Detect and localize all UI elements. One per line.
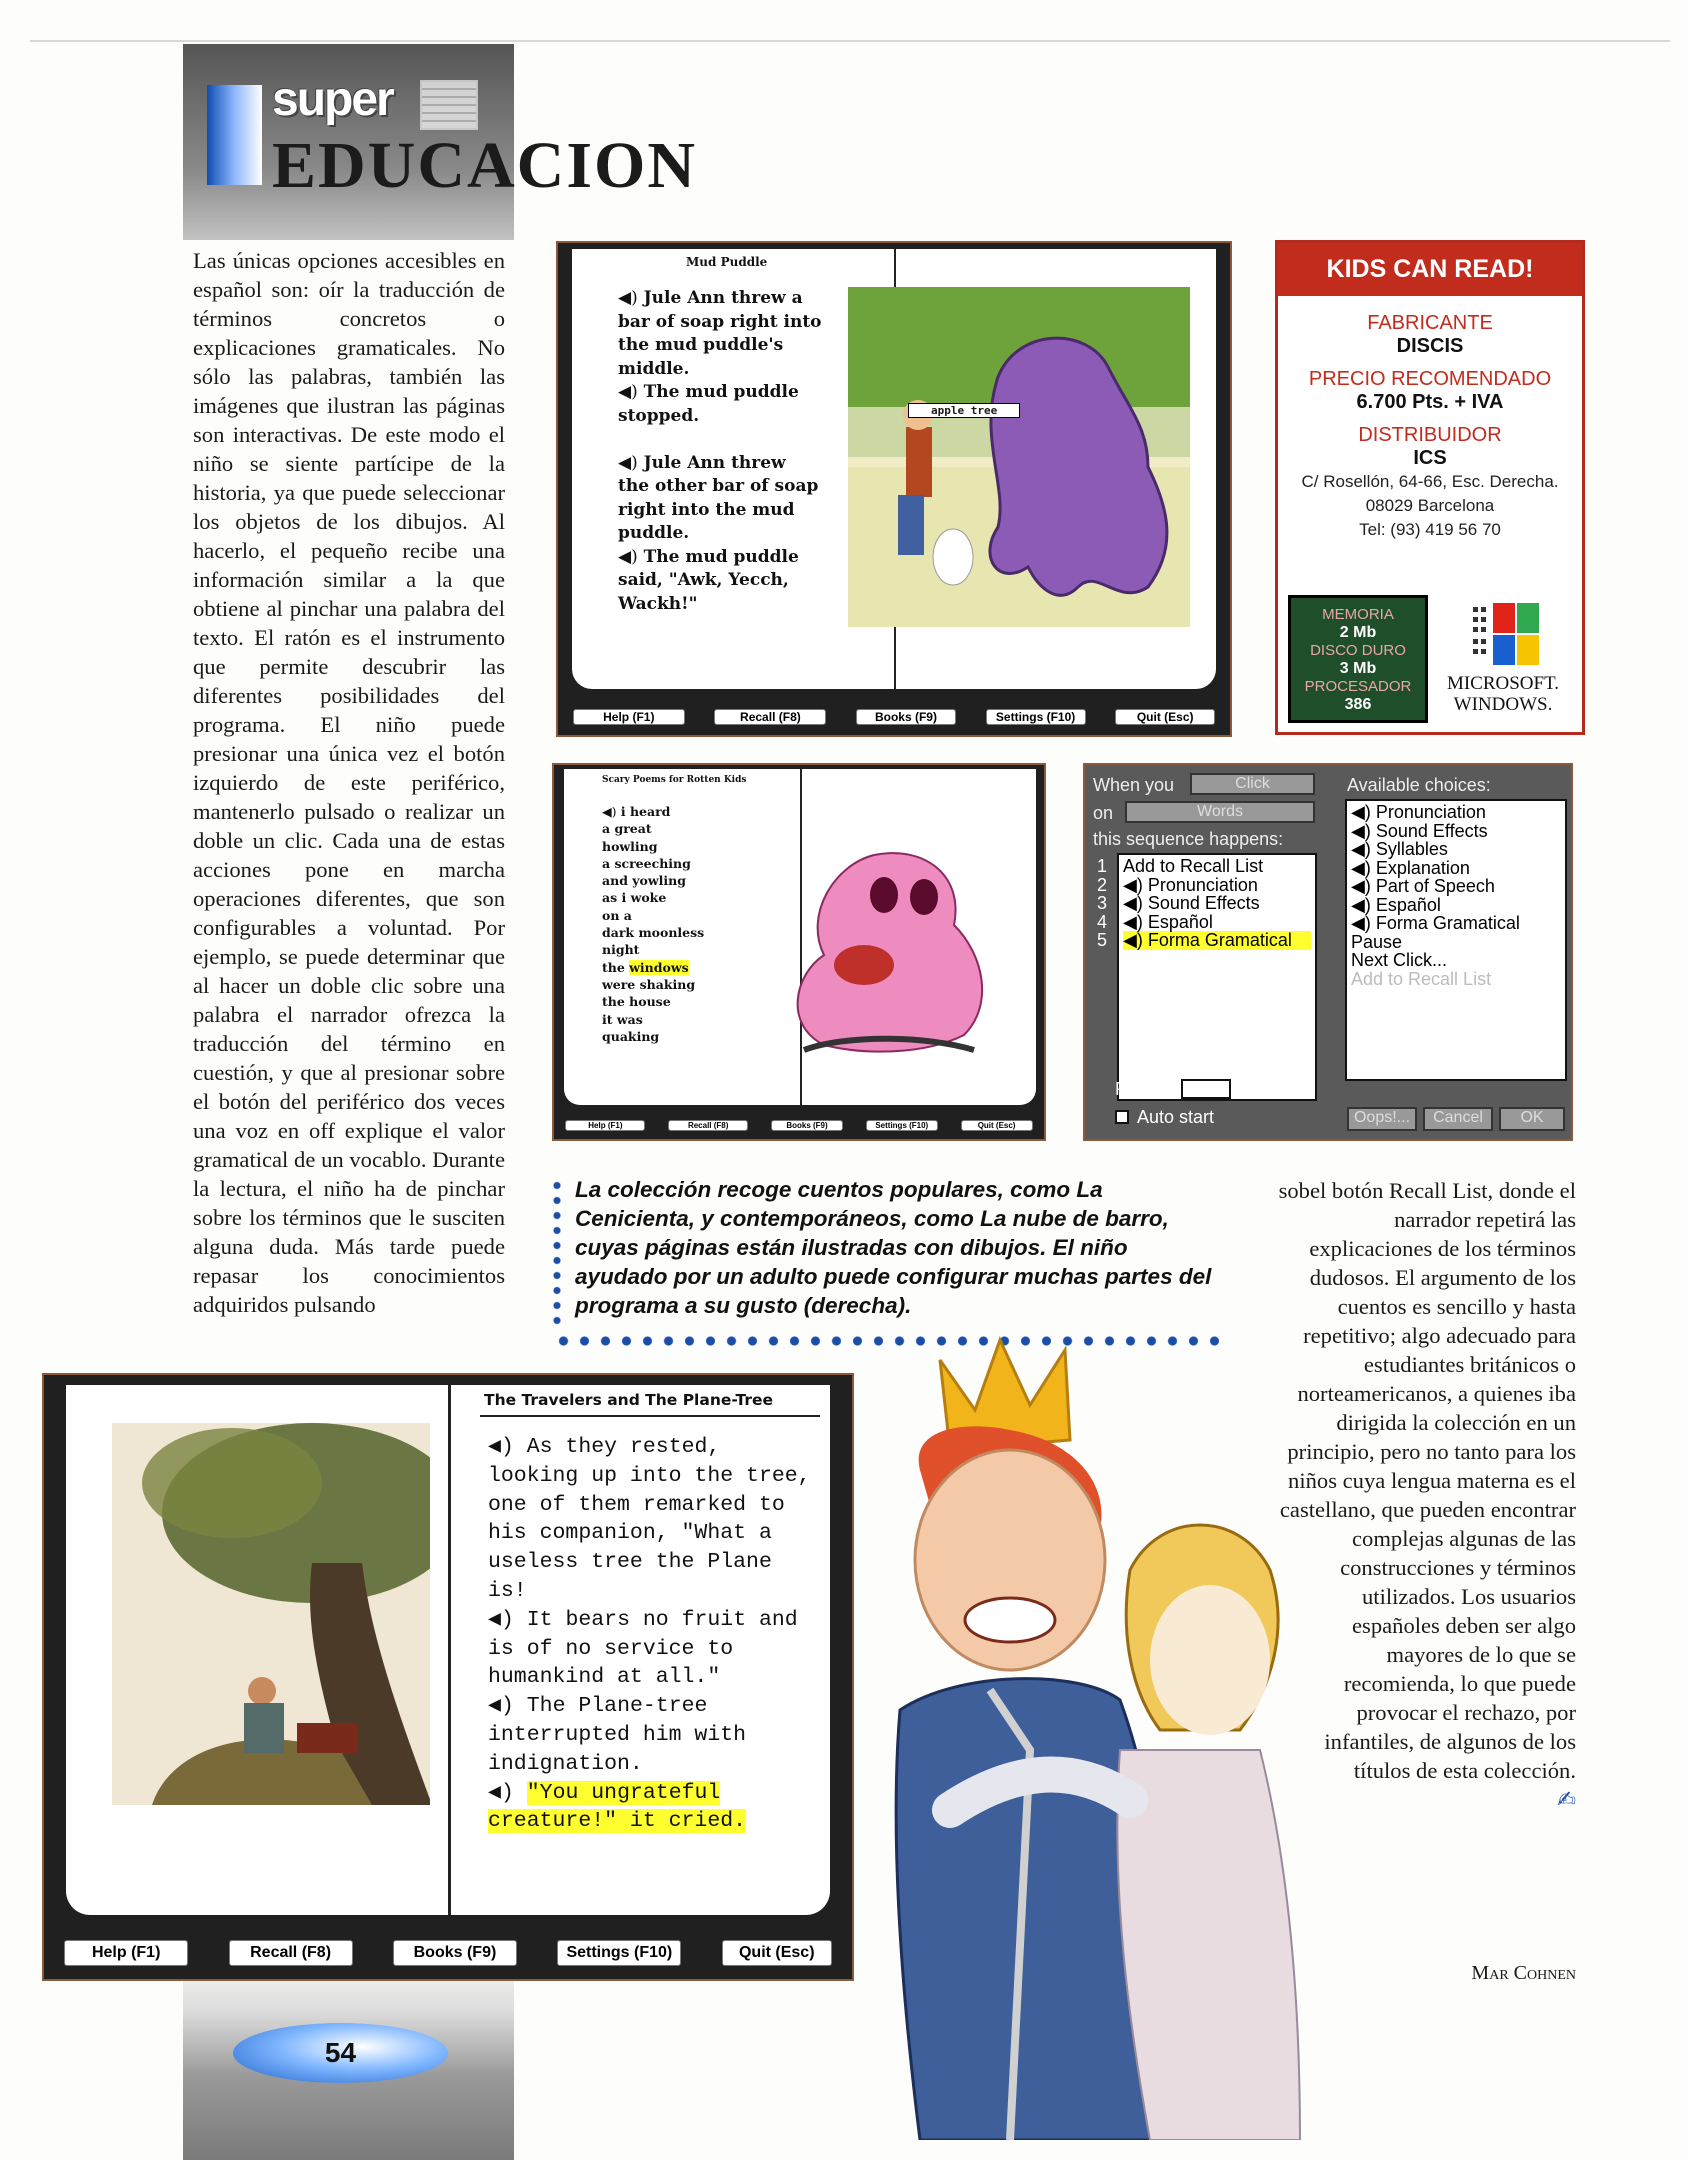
logo-super: super	[272, 73, 393, 126]
top-rule	[30, 40, 1670, 42]
choice-item[interactable]: ◀) Forma Gramatical	[1351, 913, 1520, 933]
sequence-list[interactable]	[1117, 853, 1317, 1101]
phone: Tel: (93) 419 56 70	[1359, 520, 1501, 539]
text-line: it was	[602, 1011, 643, 1027]
text-line: and yowling	[602, 873, 686, 889]
speaker-icon: ◀)	[1351, 857, 1371, 878]
product-title: KIDS CAN READ!	[1278, 243, 1582, 296]
quit-button[interactable]: Quit (Esc)	[722, 1940, 832, 1966]
screenshot-mud-puddle	[556, 241, 1232, 737]
price-label: PRECIO RECOMENDADO	[1308, 368, 1552, 390]
author-byline: Mar Cohnen	[1471, 1962, 1576, 1984]
left-column	[193, 246, 505, 1319]
text-line: ◀) The mud puddle	[618, 382, 799, 402]
prince-princess-illustration	[880, 1330, 1320, 2140]
text-line: one of them remarked to	[488, 1492, 785, 1517]
section-title: EDUCACION	[272, 129, 698, 202]
story-text	[488, 1433, 828, 1836]
when-you-label: When you	[1093, 775, 1175, 795]
os-line-2: WINDOWS.	[1453, 694, 1553, 715]
right-column-text: sobel botón Recall List, donde el narrador repetirá las explicaciones de los términos dudosos. El argumento de los cuentos es sencillo y hasta repetitivo; algo adecuado para estudiantes británicos o norteamericanos, a quienes iba dirigida la colección en un principio, pero no tanto para los niños cuya lengua materna es el castellano, que pueden encontrar complejas algunas de las construcciones y términos utilizados. Los usuarios españoles deben ser algo mayores de lo que se recomienda, lo que puede provocar el rechazo, por infantiles, de algunos de los títulos de esta colección.	[1278, 1178, 1576, 1783]
choice-item[interactable]: ◀) Sound Effects	[1351, 820, 1488, 841]
logo-bar	[207, 85, 262, 185]
product-info-box	[1275, 240, 1585, 735]
text-line: ◀) Jule Ann threw a	[618, 288, 803, 308]
choice-item[interactable]: ◀) Español	[1351, 894, 1441, 915]
text-line-highlight[interactable]: ◀) "You ungrateful	[488, 1780, 721, 1805]
page-title: Scary Poems for Rotten Kids	[602, 775, 747, 785]
page-number: 54	[233, 2023, 448, 2083]
books-button[interactable]: Books (F9)	[393, 1940, 517, 1966]
mud-puddle-illustration[interactable]	[848, 287, 1190, 627]
speaker-icon: ◀)	[602, 804, 617, 819]
windows-logo-panel	[1433, 595, 1573, 723]
sequence-label: this sequence happens:	[1093, 829, 1284, 849]
text-line: bar of soap right into	[618, 311, 822, 332]
story-text	[618, 287, 843, 616]
page-title: Mud Puddle	[686, 255, 768, 269]
photo-caption: La colección recoge cuentos populares, como La Cenicienta, y contemporáneos, como La nube de barro, cuyas páginas están ilustradas con dibujos. El niño ayudado por un adulto puede configurar muchas partes del programa a su gusto (derecha).	[575, 1177, 1212, 1318]
price-value: 6.700 Pts. + IVA	[1356, 391, 1504, 413]
text-line: interrupted him with	[488, 1722, 747, 1747]
text-line: night	[602, 942, 640, 958]
text-line	[618, 428, 843, 452]
choice-item[interactable]: ◀) Syllables	[1351, 839, 1448, 859]
os-line-1: MICROSOFT.	[1446, 673, 1560, 694]
text-line: were shaking	[602, 976, 696, 992]
speaker-icon: ◀)	[488, 1780, 514, 1805]
speaker-icon: ◀)	[1123, 893, 1143, 913]
books-button[interactable]: Books (F9)	[771, 1120, 843, 1131]
end-mark-icon: ✍	[1557, 1787, 1576, 1813]
book-spine	[448, 1385, 451, 1915]
text-line: the house	[602, 994, 671, 1010]
computer-icon	[420, 80, 478, 130]
speaker-icon: ◀)	[1123, 911, 1143, 932]
screenshot-scary-poems	[552, 763, 1046, 1141]
help-button[interactable]: Help (F1)	[565, 1120, 645, 1131]
auto-start-label: Auto start	[1137, 1107, 1215, 1127]
text-line: dark moonless	[602, 925, 705, 941]
speaker-icon: ◀)	[488, 1694, 514, 1719]
choices-list[interactable]	[1345, 799, 1567, 1081]
oops-button[interactable]: Oops!...	[1347, 1107, 1417, 1131]
object-tag[interactable]: apple tree	[908, 403, 1020, 418]
speaker-icon: ◀)	[618, 546, 638, 567]
speaker-icon: ◀)	[1351, 802, 1371, 822]
quit-button[interactable]: Quit (Esc)	[1115, 709, 1215, 725]
available-label: Available choices:	[1347, 775, 1491, 795]
text-line: is!	[488, 1578, 527, 1603]
speaker-icon: ◀)	[618, 382, 638, 402]
pause-stepper[interactable]	[1181, 1079, 1231, 1099]
ghost-illustration[interactable]	[764, 805, 1004, 1055]
speaker-icon: ◀)	[618, 288, 638, 308]
memory-value: 2 Mb	[1339, 624, 1377, 641]
address-city: 08029 Barcelona	[1365, 496, 1495, 515]
distributor-label: DISTRIBUIDOR	[1358, 424, 1502, 446]
text-line: right into the mud	[618, 499, 795, 520]
text-line: ◀) Jule Ann threw	[618, 452, 786, 473]
auto-start-checkbox[interactable]	[1115, 1110, 1129, 1124]
text-line: Wackh!"	[618, 593, 698, 614]
text-line: useless tree the Plane	[488, 1550, 772, 1575]
text-line: his companion, "What a	[488, 1521, 772, 1546]
click-select[interactable]: Click	[1190, 773, 1315, 795]
text-line: the other bar of soap	[618, 476, 819, 496]
speaker-icon: ◀)	[488, 1435, 514, 1459]
distributor-value: ICS	[1413, 447, 1447, 469]
choice-item[interactable]: ◀) Part of Speech	[1351, 876, 1495, 896]
sequence-numbers: 1 2 3 4 5	[1097, 856, 1108, 950]
speaker-icon: ◀)	[488, 1607, 514, 1632]
text-line: a screeching	[602, 855, 691, 871]
text-line: stopped.	[618, 405, 700, 426]
speaker-icon: ◀)	[1351, 839, 1371, 859]
choice-item[interactable]: ◀) Pronunciation	[1351, 802, 1486, 822]
page-title: The Travelers and The Plane-Tree	[484, 1391, 774, 1409]
screenshot-plane-tree	[42, 1373, 854, 1981]
settings-button[interactable]: Settings (F10)	[986, 709, 1086, 725]
choice-item-disabled: Add to Recall List	[1351, 968, 1492, 989]
maker-label: FABRICANTE	[1367, 312, 1493, 334]
text-line: the mud puddle's	[618, 335, 784, 355]
speaker-icon: ◀)	[1351, 876, 1371, 896]
ok-button[interactable]: OK	[1499, 1107, 1565, 1131]
recall-button[interactable]: Recall (F8)	[668, 1120, 748, 1131]
disk-label: DISCO DURO	[1310, 642, 1406, 659]
windows-flag-icon	[1471, 601, 1541, 669]
text-line: on a	[602, 907, 632, 923]
os-text	[1433, 673, 1573, 715]
quit-button[interactable]: Quit (Esc)	[961, 1120, 1033, 1131]
speaker-icon: ◀)	[618, 452, 638, 473]
text-line: as i woke	[602, 890, 667, 906]
text-line: a great	[602, 821, 652, 837]
maker-value: DISCIS	[1396, 335, 1464, 357]
speaker-icon: ◀)	[1123, 874, 1143, 895]
left-column-text: Las únicas opciones accesibles en español son: oír la traducción de términos concretos o explicaciones gramaticales. No sólo las palabras, también las imágenes que ilustran las páginas son interactivas. De este modo el niño se siente partícipe de la historia, ya que puede seleccionar los objetos de los dibujos. Al hacerlo, el pequeño recibe una información similar a la que obtiene al pinchar una palabra del texto. El ratón es el instrumento que permite descubrir las diferentes posibilidades del programa. El niño puede presionar una única vez el botón izquierdo de este periférico, mantenerlo pulsado o realizar un doble un clic. Cada una de estas acciones pone en marcha operaciones diferentes, que son configurables a voluntad. Por ejemplo, se puede determinar que al hacer un doble clic sobre una palabra el narrador ofrezca la traducción del término en cuestión, y que al presionar sobre el botón del periférico dos veces una voz en off explique el valor gramatical de un vocablo. Durante la lectura, el niño ha de pinchar sobre los términos que le susciten alguna duda. Más tarde puede repasar los conocimientos adquiridos pulsando	[193, 248, 505, 1317]
on-label: on	[1093, 803, 1114, 823]
speaker-icon: ◀)	[1351, 894, 1371, 915]
toolbar	[44, 1933, 852, 1973]
text-line: humankind at all."	[488, 1665, 721, 1690]
sequence-item[interactable]: ◀) Sound Effects	[1123, 893, 1260, 913]
cancel-button[interactable]: Cancel	[1423, 1107, 1493, 1131]
help-button[interactable]: Help (F1)	[573, 709, 685, 725]
cpu-value: 386	[1344, 696, 1372, 713]
text-line: puddle.	[618, 523, 690, 543]
tree-illustration[interactable]	[112, 1423, 430, 1805]
help-button[interactable]: Help (F1)	[64, 1940, 188, 1966]
text-line: indignation.	[488, 1751, 643, 1776]
memory-label: MEMORIA	[1322, 606, 1394, 623]
text-line: ◀) It bears no fruit and	[488, 1607, 798, 1632]
text-line: middle.	[618, 358, 690, 379]
text-line-highlight[interactable]: the windows	[602, 959, 689, 975]
settings-button[interactable]: Settings (F10)	[866, 1120, 938, 1131]
sequence-item-selected[interactable]: ◀) Forma Gramatical	[1123, 931, 1311, 950]
text-line: looking up into the tree,	[488, 1463, 811, 1488]
choice-item[interactable]: Pause	[1351, 931, 1403, 952]
text-line: ◀) i heard	[602, 804, 671, 819]
speaker-icon: ◀)	[1351, 820, 1371, 841]
settings-button[interactable]: Settings (F10)	[557, 1940, 681, 1966]
right-column	[1270, 1176, 1576, 1815]
text-line: quaking	[602, 1028, 660, 1044]
choice-item[interactable]: Next Click...	[1351, 950, 1448, 970]
sequence-item[interactable]: Add to Recall List	[1123, 856, 1264, 876]
text-line: is of no service to	[488, 1636, 734, 1661]
text-line: ◀) The mud puddle	[618, 546, 799, 567]
text-line-highlight[interactable]: creature!" it cried.	[488, 1809, 747, 1834]
text-line: ◀) As they rested,	[488, 1435, 721, 1459]
requirements-panel	[1288, 595, 1428, 723]
address-line: C/ Rosellón, 64-66, Esc. Derecha.	[1301, 472, 1559, 491]
text-line: ◀) The Plane-tree	[488, 1694, 708, 1719]
text-line: said, "Awk, Yecch,	[618, 570, 789, 590]
choice-item[interactable]: ◀) Explanation	[1351, 857, 1470, 878]
speaker-icon: ◀)	[1123, 930, 1143, 950]
disk-value: 3 Mb	[1339, 660, 1377, 677]
settings-dialog	[1083, 763, 1573, 1141]
sequence-item[interactable]: ◀) Pronunciation	[1123, 874, 1258, 895]
speaker-icon: ◀)	[1351, 913, 1371, 933]
toolbar	[558, 701, 1230, 733]
cpu-label: PROCESADOR	[1304, 678, 1412, 695]
recall-button[interactable]: Recall (F8)	[714, 709, 826, 725]
books-button[interactable]: Books (F9)	[856, 709, 956, 725]
text-line: howling	[602, 838, 658, 854]
title-rule	[480, 1415, 820, 1417]
sequence-item[interactable]: ◀) Español	[1123, 911, 1213, 932]
recall-button[interactable]: Recall (F8)	[229, 1940, 353, 1966]
words-select[interactable]: Words	[1125, 801, 1315, 823]
pause-label: Pause:	[1115, 1079, 1172, 1099]
poem-text	[602, 803, 782, 1045]
toolbar	[554, 1113, 1044, 1137]
